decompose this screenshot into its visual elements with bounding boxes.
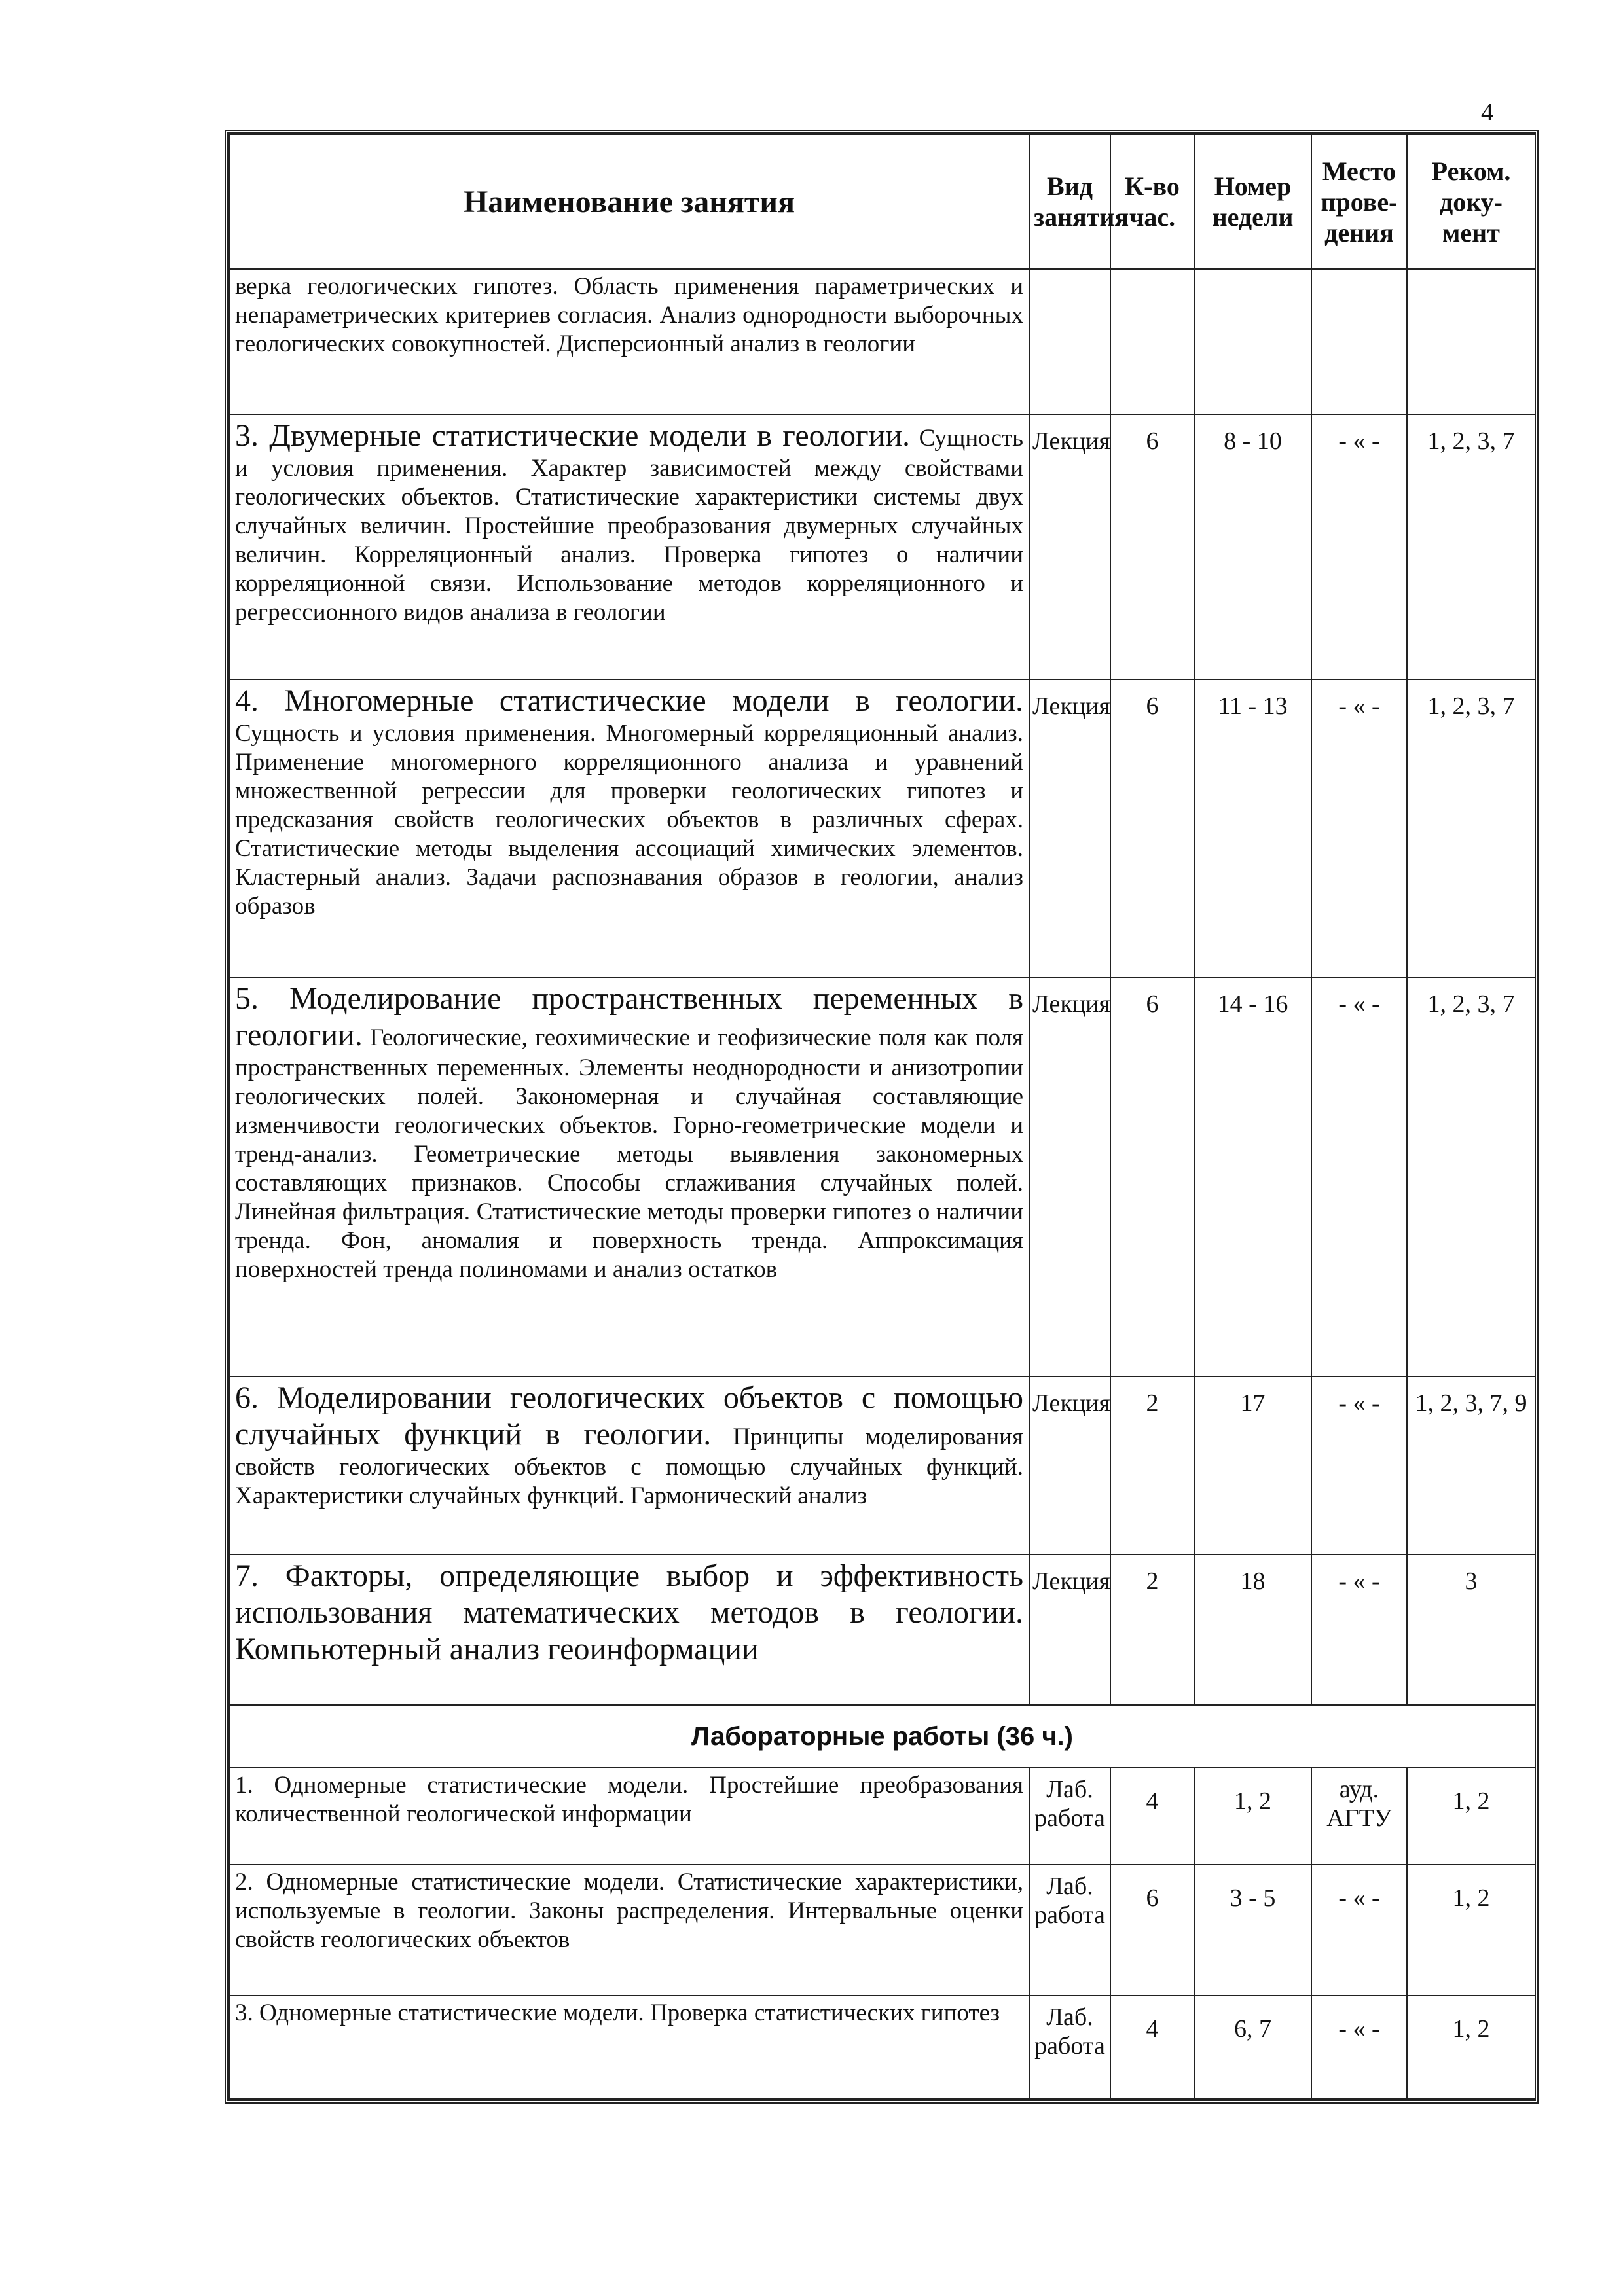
lecture-description [229,414,1029,679]
lecture-docs: 1, 2, 3, 7 [1407,977,1535,1376]
lab-place: ауд. АГТУ [1311,1768,1407,1865]
lecture-place: - « - [1311,977,1407,1376]
table-row [229,1376,1535,1554]
lecture-week: 14 - 16 [1194,977,1311,1376]
lecture-hours: 6 [1110,414,1194,679]
lecture-hours: 6 [1110,679,1194,977]
table-row [229,1865,1535,1996]
table-row [229,1768,1535,1865]
table-row [229,977,1535,1376]
lecture-place: - « - [1311,1376,1407,1554]
lecture-title: 5. Моделирование пространственных переменных в геологии. [235,981,1023,1052]
lecture-week: 18 [1194,1554,1311,1705]
lab-place: - « - [1311,1996,1407,2099]
lecture-type: Лекция [1029,414,1110,679]
lecture-description [229,679,1029,977]
lab-hours: 4 [1110,1996,1194,2099]
header-docs: Реком. доку-мент [1407,134,1535,269]
lab-docs: 1, 2 [1407,1996,1535,2099]
lecture-type: Лекция [1029,1554,1110,1705]
lecture-body: Сущность и условия применения. Многомерный корреляционный анализ. Применение многомерного корреляционного анализа и уравнений множественной регрессии для проверки геологических гипотез и предсказания свойств геологических объектов в различных сферах. Статистические методы выделения ассоциаций химических элементов. Кластерный анализ. Задачи распознавания образов в геологии, анализ образов [235,720,1023,920]
lab-week: 1, 2 [1194,1768,1311,1865]
table-header-row [229,134,1535,269]
lecture-hours: 6 [1110,977,1194,1376]
table-row [229,1996,1535,2099]
empty-cell [1110,269,1194,414]
lecture-title: 3. Двумерные статистические модели в геологии. [235,418,911,453]
lab-hours: 4 [1110,1768,1194,1865]
lab-type: Лаб. работа [1029,1865,1110,1996]
lecture-docs: 1, 2, 3, 7 [1407,414,1535,679]
table-row [229,269,1535,414]
header-name: Наименование занятия [229,134,1029,269]
lab-hours: 6 [1110,1865,1194,1996]
lecture-place: - « - [1311,1554,1407,1705]
lecture-hours: 2 [1110,1376,1194,1554]
table-row [229,679,1535,977]
lab-description: 3. Одномерные статистические модели. Проверка статистических гипотез [229,1996,1029,2099]
lecture-description [229,977,1029,1376]
lecture-type: Лекция [1029,679,1110,977]
lecture-docs: 1, 2, 3, 7 [1407,679,1535,977]
lab-docs: 1, 2 [1407,1865,1535,1996]
lecture-hours: 2 [1110,1554,1194,1705]
lab-place: - « - [1311,1865,1407,1996]
lecture-docs: 1, 2, 3, 7, 9 [1407,1376,1535,1554]
table-row [229,414,1535,679]
lab-section-header-row [229,1705,1535,1768]
empty-cell [1194,269,1311,414]
schedule-table-frame [225,130,1539,2104]
header-week: Номер недели [1194,134,1311,269]
lecture-description [229,1554,1029,1705]
lecture-type: Лекция [1029,1376,1110,1554]
continuation-text: верка геологических гипотез. Область применения параметрических и непараметрических критериев согласия. Анализ однородности выборочных геологических совокупностей. Дисперсионный анализ в геологии [229,269,1029,414]
lab-description: 2. Одномерные статистические модели. Статистические характеристики, используемые в геологии. Законы распределения. Интервальные оценки свойств геологических объектов [229,1865,1029,1996]
lab-section-title: Лабораторные работы (36 ч.) [229,1705,1535,1768]
lecture-body: Принципы моделирования свойств геологических объектов с помощью случайных функций. Характеристики случайных функций. Гармонический анализ [235,1424,1024,1509]
table-row [229,1554,1535,1705]
lab-type: Лаб. работа [1029,1768,1110,1865]
lecture-place: - « - [1311,414,1407,679]
lecture-title: 4. Многомерные статистические модели в геологии. [235,683,1023,718]
lecture-body: Сущность и условия применения. Характер зависимостей между свойствами геологических объектов. Статистические характеристики системы двух случайных величин. Простейшие преобразования двумерных случайных величин. Корреляционный анализ. Проверка гипотез о наличии корреляционной связи. Использование методов корреляционного и регрессионного видов анализа в геологии [235,425,1024,626]
lecture-title: 7. Факторы, определяющие выбор и эффективность использования математических методов в геологии. Компьютерный анализ геоинформации [235,1558,1023,1666]
lecture-place: - « - [1311,679,1407,977]
lab-type: Лаб. работа [1029,1996,1110,2099]
lab-week: 6, 7 [1194,1996,1311,2099]
lecture-week: 8 - 10 [1194,414,1311,679]
header-type: Вид занятия [1029,134,1110,269]
empty-cell [1311,269,1407,414]
empty-cell [1029,269,1110,414]
lecture-title: 6. Моделировании геологических объектов с помощью случайных функций в геологии. [235,1380,1023,1452]
schedule-table [228,134,1536,2100]
lab-week: 3 - 5 [1194,1865,1311,1996]
lecture-type: Лекция [1029,977,1110,1376]
header-place: Место прове-дения [1311,134,1407,269]
empty-cell [1407,269,1535,414]
lecture-body: Геологические, геохимические и геофизические поля как поля пространственных переменных. Элементы неоднородности и анизотропии геологических полей. Закономерная и случайная составляющие изменчивости геологических объектов. Горно-геометрические модели и тренд-анализ. Геометрические методы выявления закономерных составляющих признаков. Способы сглаживания случайных полей. Линейная фильтрация. Статистические методы проверки гипотез о наличии тренда. Фон, аномалия и поверхность тренда. Аппроксимация поверхностей тренда полиномами и анализ остатков [235,1024,1023,1283]
header-hours: К-во час. [1110,134,1194,269]
lecture-description [229,1376,1029,1554]
page-number: 4 [1481,99,1493,126]
lab-docs: 1, 2 [1407,1768,1535,1865]
lecture-week: 17 [1194,1376,1311,1554]
lab-description: 1. Одномерные статистические модели. Простейшие преобразования количественной геологической информации [229,1768,1029,1865]
lecture-week: 11 - 13 [1194,679,1311,977]
lecture-docs: 3 [1407,1554,1535,1705]
